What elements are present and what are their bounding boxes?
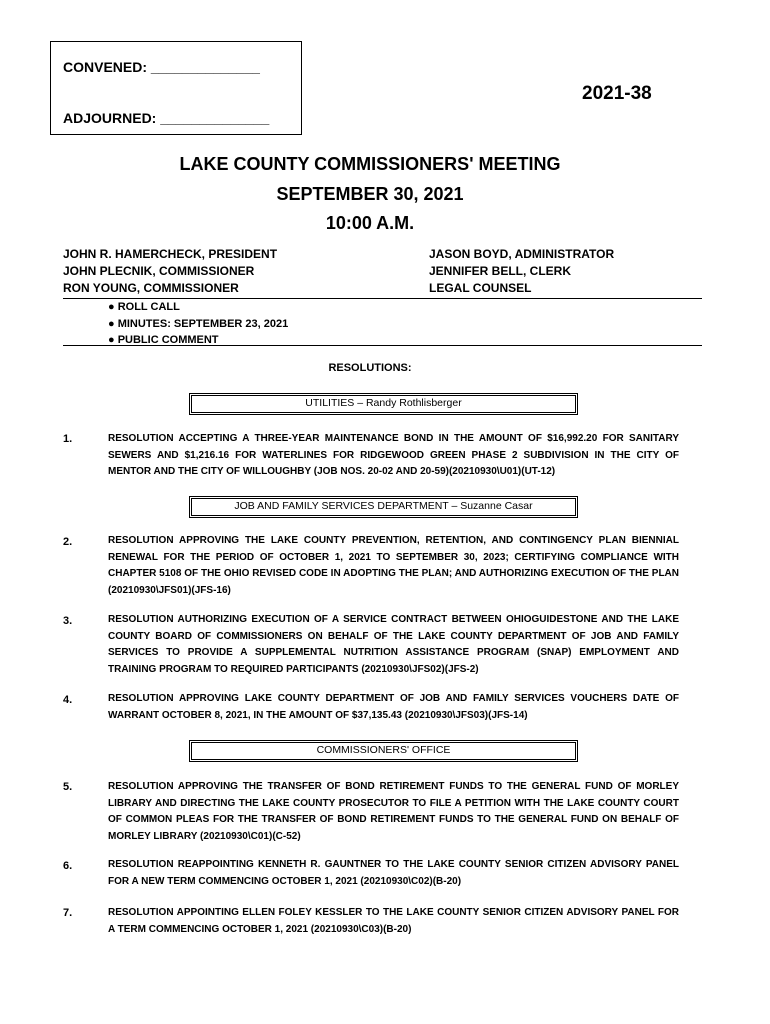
resolution-item: RESOLUTION APPROVING LAKE COUNTY DEPARTMENT OF JOB AND FAMILY SERVICES VOUCHERS DATE OF WARRANT OCTOBER 8, 2021, IN THE AMOUNT OF $37,135.43 (20210930\JFS03)(JFS-14) — [108, 693, 679, 721]
agenda-item: ● ROLL CALL — [108, 301, 180, 313]
item-number: 2. — [63, 536, 73, 548]
item-number: 5. — [63, 781, 73, 793]
item-number: 1. — [63, 433, 73, 445]
section-header-utilities: UTILITIES – Randy Rothlisberger — [189, 393, 578, 415]
divider-bottom — [63, 345, 702, 346]
item-number: 4. — [63, 694, 73, 706]
official-name: JOHN R. HAMERCHECK, PRESIDENT — [63, 247, 278, 261]
resolution-item: RESOLUTION APPROVING THE LAKE COUNTY PREVENTION, RETENTION, AND CONTINGENCY PLAN BIENNIAL RENEWAL FOR THE PERIOD OF OCTOBER 1, 2021 TO SEPTEMBER 30, 2023; CERTIFYING COMPLIANCE WITH CHAPTER 5108 OF THE OHIO REVISED CODE IN ADOPTING THE PLAN; AND AUTHORIZING EXECUTION OF THE PLAN (20210930\JFS01)(JFS-16) — [108, 535, 679, 596]
item-number: 3. — [63, 615, 73, 627]
section-header-jfs: JOB AND FAMILY SERVICES DEPARTMENT – Suzanne Casar — [189, 496, 578, 518]
meeting-date: SEPTEMBER 30, 2021 — [276, 184, 464, 204]
document-number: 2021-38 — [582, 83, 652, 104]
item-number: 7. — [63, 907, 73, 919]
agenda-item: ● PUBLIC COMMENT — [108, 334, 219, 346]
meeting-title: LAKE COUNTY COMMISSIONERS' MEETING — [179, 154, 561, 174]
staff-list — [429, 246, 614, 297]
item-number: 6. — [63, 860, 73, 872]
agenda-item: ● MINUTES: SEPTEMBER 23, 2021 — [108, 317, 289, 330]
resolutions-heading: RESOLUTIONS: — [328, 362, 412, 374]
official-name: JOHN PLECNIK, COMMISSIONER — [63, 264, 255, 278]
resolution-item: RESOLUTION AUTHORIZING EXECUTION OF A SERVICE CONTRACT BETWEEN OHIOGUIDESTONE AND THE LAKE COUNTY BOARD OF COMMISSIONERS ON BEHALF OF THE LAKE COUNTY DEPARTMENT OF JOB AND FAMILY SERVICES TO PROVIDE A SUPPLEMENTAL NUTRITION ASSISTANCE PROGRAM (SNAP) EMPLOYMENT AND TRAINING PROGRAM TO REQUIRED PARTICIPANTS (20210930\JFS02)(JFS-2) — [108, 614, 679, 675]
official-name: JASON BOYD, ADMINISTRATOR — [429, 247, 615, 261]
resolution-item: RESOLUTION ACCEPTING A THREE-YEAR MAINTENANCE BOND IN THE AMOUNT OF $16,992.20 FOR SANITARY SEWERS AND $1,216.16 FOR WATERLINES FOR RIDGEWOOD GREEN PHASE 2 SUBDIVISION IN THE CITY OF MENTOR AND THE CITY OF WILLOUGHBY (JOB NOS. 20-02 AND 20-59)(20210930\U01)(UT-12) — [108, 433, 679, 477]
official-name: LEGAL COUNSEL — [429, 281, 532, 295]
section-header-commissioners-office: COMMISSIONERS' OFFICE — [189, 740, 578, 762]
resolution-item: RESOLUTION REAPPOINTING KENNETH R. GAUNTNER TO THE LAKE COUNTY SENIOR CITIZEN ADVISORY PANEL FOR A NEW TERM COMMENCING OCTOBER 1, 2021 (20210930\C02)(B-20) — [108, 859, 679, 887]
resolution-item: RESOLUTION APPOINTING ELLEN FOLEY KESSLER TO THE LAKE COUNTY SENIOR CITIZEN ADVISORY PANEL FOR A TERM COMMENCING OCTOBER 1, 2021 (20210930\C03)(B-20) — [108, 907, 679, 935]
adjourned-line: ADJOURNED: ______________ — [63, 110, 270, 126]
meeting-time: 10:00 A.M. — [325, 213, 415, 233]
resolution-item: RESOLUTION APPROVING THE TRANSFER OF BOND RETIREMENT FUNDS TO THE GENERAL FUND OF MORLEY LIBRARY AND DIRECTING THE LAKE COUNTY PROSECUTOR TO FILE A PETITION WITH THE LAKE COUNTY COURT OF COMMON PLEAS FOR THE TRANSFER OF BOND RETIREMENT FUNDS TO THE GENERAL FUND ON BEHALF OF MORLEY LIBRARY (20210930\C01)(C-52) — [108, 781, 679, 842]
official-name: JENNIFER BELL, CLERK — [429, 264, 572, 278]
agenda-list — [108, 299, 288, 349]
commissioners-list — [63, 246, 277, 297]
convened-line: CONVENED: ______________ — [63, 59, 260, 75]
official-name: RON YOUNG, COMMISSIONER — [63, 281, 239, 295]
